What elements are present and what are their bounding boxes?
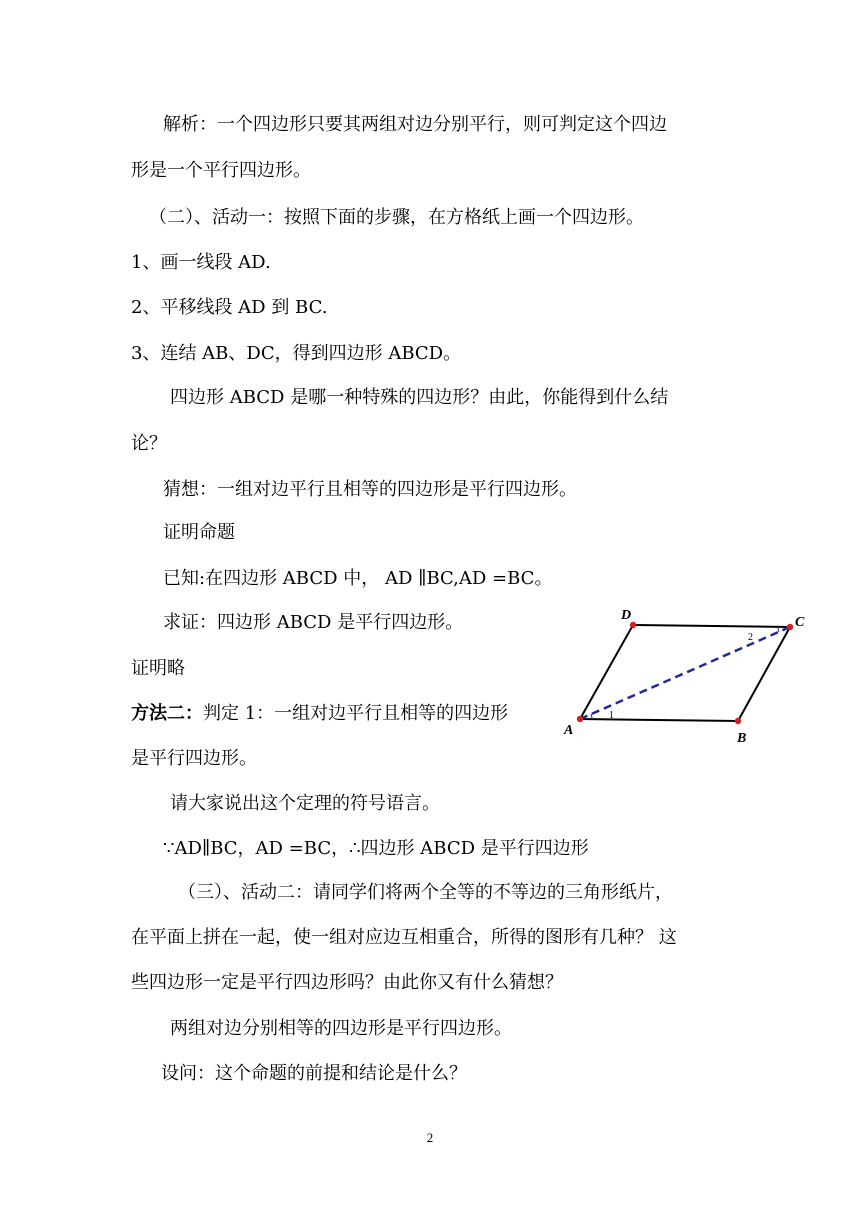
diagonal-ac xyxy=(580,627,790,719)
page-number: 2 xyxy=(426,1130,434,1145)
text-line-13: 证明略 xyxy=(131,658,185,679)
text-line-19: 在平面上拼在一起，使一组对应边互相重合，所得的图形有几种？ 这 xyxy=(131,927,677,948)
text-line-10: 证明命题 xyxy=(163,522,235,543)
label-b: B xyxy=(737,731,747,746)
point-c xyxy=(787,624,793,630)
label-c: C xyxy=(795,615,805,630)
text-line-8: 论？ xyxy=(131,433,167,454)
text-line-1: 解析：一个四边形只要其两组对边分别平行，则可判定这个四边 xyxy=(163,114,667,135)
point-b xyxy=(735,718,741,724)
text-line-11: 已知:在四边形 ABCD 中， AD ∥BC,AD =BC。 xyxy=(163,568,553,589)
label-a: A xyxy=(564,723,574,738)
text-line-15: 是平行四边形。 xyxy=(131,748,257,769)
text-line-3: （二）、活动一：按照下面的步骤，在方格纸上画一个四边形。 xyxy=(149,207,644,228)
text-line-18: （三）、活动二：请同学们将两个全等的不等边的三角形纸片， xyxy=(178,882,673,903)
method-two-heading: 方法二： xyxy=(131,703,203,724)
text-line-16: 请大家说出这个定理的符号语言。 xyxy=(170,793,440,814)
text-line-5: 2、平移线段 AD 到 BC. xyxy=(131,297,328,318)
text-line-22: 设问：这个命题的前提和结论是什么？ xyxy=(161,1063,467,1084)
label-d: D xyxy=(621,608,632,623)
text-line-2: 形是一个平行四边形。 xyxy=(131,160,311,181)
text-line-17: ∵AD∥BC，AD =BC，∴四边形 ABCD 是平行四边形 xyxy=(163,838,589,859)
text-line-4: 1、画一线段 AD. xyxy=(131,252,271,273)
text-line-6: 3、连结 AB、DC，得到四边形 ABCD。 xyxy=(131,343,462,364)
method-two-text: 判定 1：一组对边平行且相等的四边形 xyxy=(203,703,509,724)
text-line-20: 些四边形一定是平行四边形吗？由此你又有什么猜想？ xyxy=(131,972,563,993)
text-line-9: 猜想：一组对边平行且相等的四边形是平行四边形。 xyxy=(163,479,577,500)
point-a xyxy=(577,716,583,722)
angle-1-label: 1 xyxy=(609,710,614,721)
text-line-12: 求证：四边形 ABCD 是平行四边形。 xyxy=(163,612,464,633)
text-line-21: 两组对边分别相等的四边形是平行四边形。 xyxy=(170,1018,512,1039)
angle-2-label: 2 xyxy=(748,632,753,643)
text-line-7: 四边形 ABCD 是哪一种特殊的四边形？由此，你能得到什么结 xyxy=(170,387,669,408)
parallelogram-abcd xyxy=(580,625,790,721)
parallelogram-figure xyxy=(556,600,816,750)
text-line-14 xyxy=(131,702,508,726)
